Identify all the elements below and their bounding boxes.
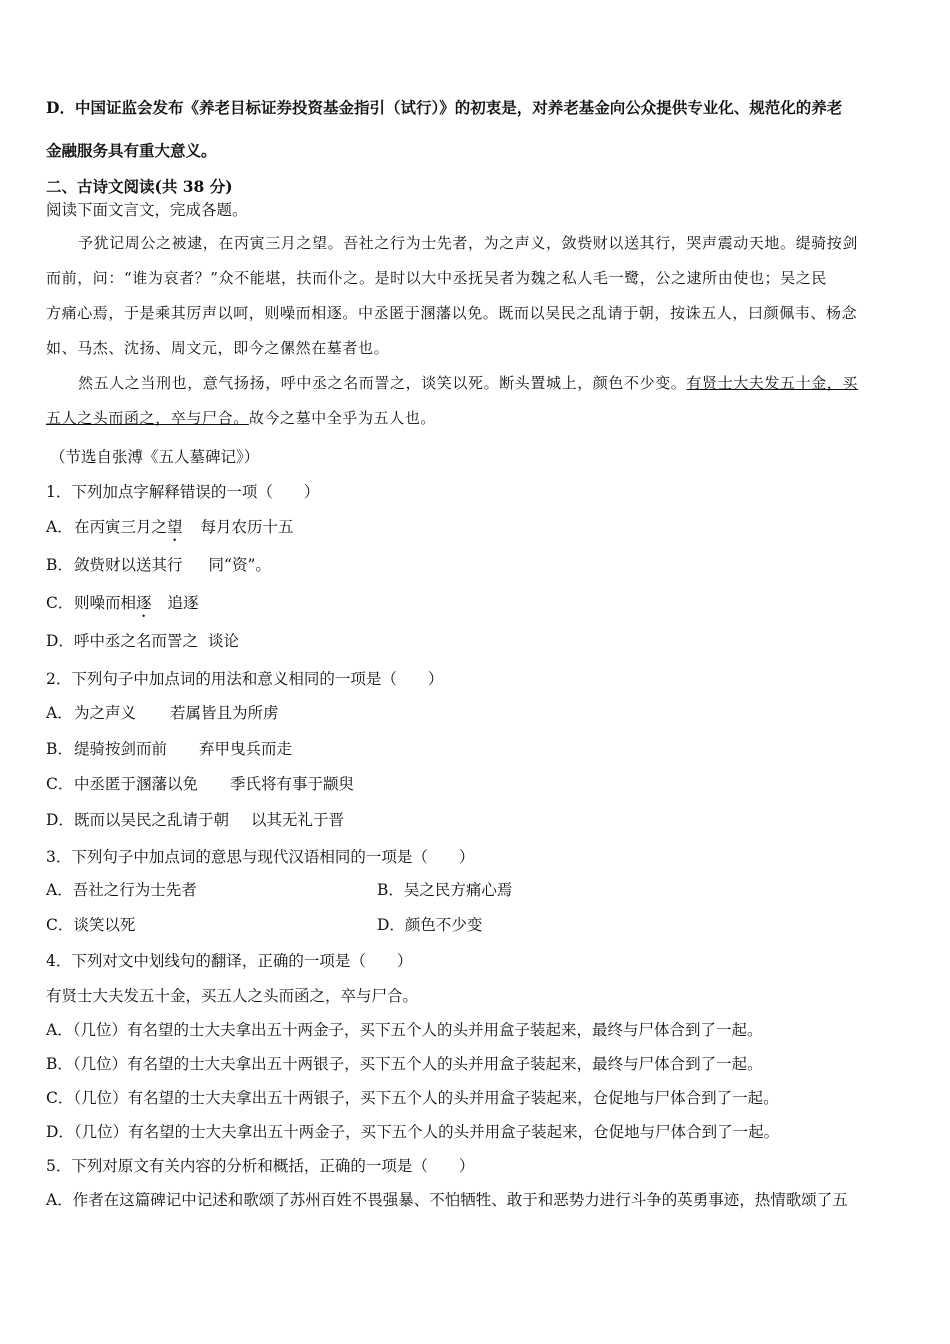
- option-sentence-2: 以其无礼于晋: [251, 811, 345, 829]
- q2-stem: 2．下列句子中加点词的用法和意义相同的一项是（ ）: [46, 670, 444, 688]
- q3-option-b: B．吴之民方痛心焉: [377, 881, 513, 899]
- passage-p2-line-2: [46, 401, 908, 436]
- passage-p1-line-1: 予犹记周公之被逮，在丙寅三月之望。吾社之行为士先者，为之声义，敛赀财以送其行，哭声震动天地。缇骑按剑: [78, 234, 859, 252]
- q3-option-c: C．谈笑以死: [46, 916, 136, 934]
- underlined-sentence-part-1: 有贤士大夫发五十金，买: [686, 374, 859, 392]
- q3-option-a: A．吾社之行为士先者: [46, 881, 197, 899]
- q1-stem: 1．下列加点字解释错误的一项（ ）: [46, 483, 320, 501]
- passage-p1-line-4: 如、马杰、沈扬、周文元，即今之傫然在墓者也。: [46, 339, 390, 357]
- q2-option-c: [46, 772, 354, 794]
- option-sentence-1: 缇骑按剑而前: [74, 740, 168, 758]
- q4-option-c: C．（几位）有名望的士大夫拿出五十两银子，买下五个人的头并用盒子装起来，仓促地与尸体合到了一起。: [46, 1089, 779, 1107]
- q4-option-a: A．（几位）有名望的士大夫拿出五十两金子，买下五个人的头并用盒子装起来，最终与尸体合到了一起。: [46, 1021, 763, 1039]
- q1-option-c: [46, 591, 199, 621]
- option-text: 则噪而相: [74, 594, 137, 612]
- q5-stem: 5．下列对原文有关内容的分析和概括，正确的一项是（ ）: [46, 1157, 475, 1175]
- q3-stem: 3．下列句子中加点词的意思与现代汉语相同的一项是（ ）: [46, 848, 475, 866]
- passage-p2-tail: 故今之墓中全乎为五人也。: [248, 409, 437, 427]
- q4-option-b: B．（几位）有名望的士大夫拿出五十两银子，买下五个人的头并用盒子装起来，最终与尸体合到了一起。: [46, 1055, 763, 1073]
- q2-option-a: [46, 701, 279, 723]
- passage-p1-line-2: 而前，问：“谁为哀者？”众不能堪，扶而仆之。是时以大中丞抚吴者为魏之私人毛一鹭，公之逮所由使也；吴之民: [46, 269, 827, 287]
- option-key: D．: [46, 811, 74, 829]
- option-key: C．: [46, 594, 74, 612]
- option-key: B．: [46, 556, 73, 574]
- q4-stem: 4．下列对文中划线句的翻译，正确的一项是（ ）: [46, 952, 413, 970]
- option-text: 呼中丞之名而詈之: [74, 632, 199, 650]
- dotted-char: 逐: [136, 594, 152, 612]
- option-sentence-2: 若属皆且为所虏: [170, 704, 279, 722]
- q5-option-a: A．作者在这篇碑记中记述和歌颂了苏州百姓不畏强暴、不怕牺牲、敢于和恶势力进行斗争的英勇事迹，热情歌颂了五: [46, 1191, 848, 1209]
- section-title: 二、古诗文阅读(共 38 分): [46, 177, 233, 196]
- option-sentence-1: 既而以吴民之乱请于朝: [74, 811, 230, 829]
- q4-option-d: D．（几位）有名望的士大夫拿出五十两金子，买下五个人的头并用盒子装起来，仓促地与尸体合到了一起。: [46, 1123, 780, 1141]
- option-explanation: 同“资”。: [208, 556, 271, 574]
- passage: [46, 226, 908, 436]
- option-key: C．: [46, 775, 74, 793]
- q3-option-d: D．颜色不少变: [377, 916, 483, 934]
- dotted-char: 望: [167, 518, 183, 536]
- passage-p2-line-1: [46, 366, 908, 401]
- section-instruction: 阅读下面文言文，完成各题。: [46, 201, 248, 219]
- option-key: A．: [46, 704, 73, 722]
- option-key: A．: [46, 518, 73, 536]
- option-text: 敛赀财以送其行: [74, 556, 183, 574]
- q1-option-a: [46, 515, 294, 545]
- option-d-line-1: D．中国证监会发布《养老目标证券投资基金指引（试行）》的初衷是，对养老基金向公众提供专业化、规范化的养老: [46, 98, 843, 117]
- q1-option-b: [46, 553, 271, 575]
- q2-option-d: [46, 808, 344, 830]
- option-explanation: 谈论: [208, 632, 240, 650]
- passage-p2-text: 然五人之当刑也，意气扬扬，呼中丞之名而詈之，谈笑以死。断头置城上，颜色不少变。: [78, 374, 687, 392]
- option-sentence-2: 弃甲曳兵而走: [199, 740, 293, 758]
- underlined-sentence-part-2: 五人之头而函之，卒与尸合。: [46, 409, 249, 427]
- q1-option-d: [46, 629, 239, 651]
- q2-option-b: [46, 737, 292, 759]
- option-explanation: 追逐: [167, 594, 199, 612]
- option-sentence-1: 中丞匿于溷藩以免: [74, 775, 199, 793]
- option-sentence-1: 为之声义: [74, 704, 137, 722]
- option-d-line-2: 金融服务具有重大意义。: [46, 141, 217, 160]
- option-key: B．: [46, 740, 73, 758]
- option-text: 在丙寅三月之: [74, 518, 168, 536]
- passage-source: （节选自张溥《五人墓碑记》）: [50, 448, 260, 466]
- option-key: D．: [46, 632, 74, 650]
- option-sentence-2: 季氏将有事于颛臾: [230, 775, 355, 793]
- passage-p1-line-3: 方痛心焉，于是乘其厉声以呵，则噪而相逐。中丞匿于溷藩以免。既而以吴民之乱请于朝，按诛五人，曰颜佩韦、杨念: [46, 304, 858, 322]
- option-explanation: 每月农历十五: [200, 518, 294, 536]
- q4-sentence: 有贤士大夫发五十金，买五人之头而函之，卒与尸合。: [46, 987, 419, 1005]
